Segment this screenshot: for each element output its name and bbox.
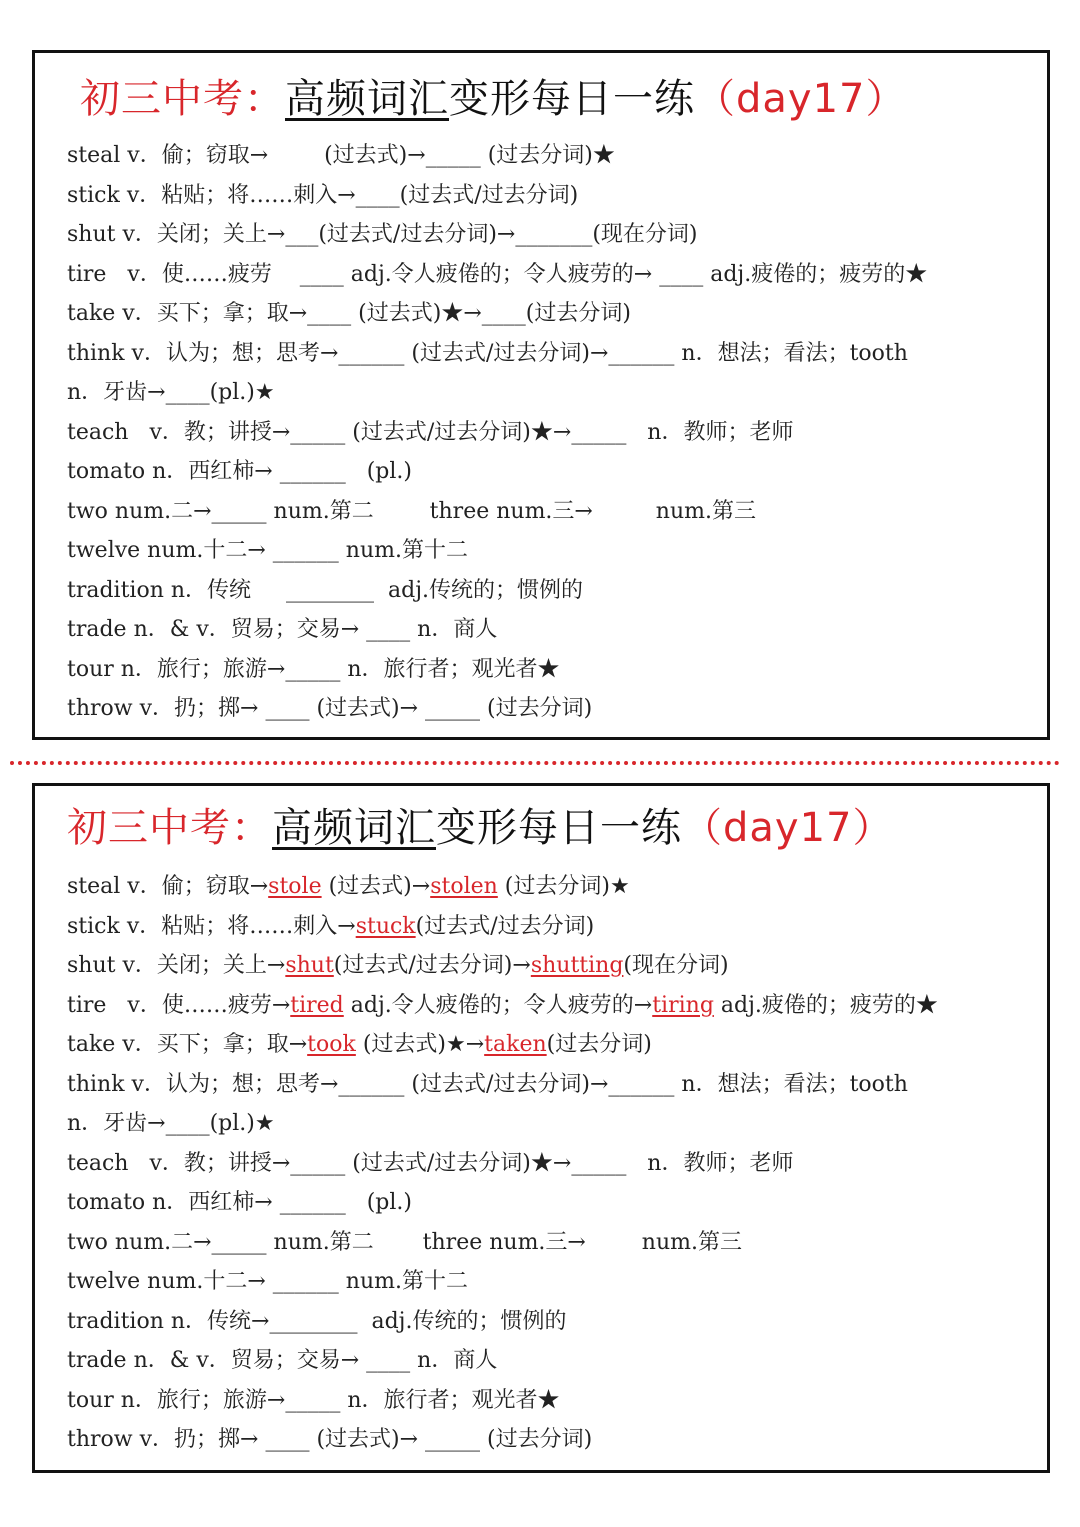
line-text: throw v．扔；掷→ ____ (过去式)→ _____ (过去分词) [67, 1427, 593, 1452]
answer-line [67, 1425, 592, 1455]
title-main: 变形每日一练 [449, 76, 695, 122]
exercise-line: think v．认为；想；思考→______ (过去式/过去分词)→______ n．想法；看法；tooth [67, 340, 908, 366]
answer-line [67, 912, 594, 942]
answer-line [67, 1070, 908, 1100]
exercise-line: n．牙齿→____(pl.)★ [67, 380, 275, 405]
title-day: （day17） [682, 805, 894, 851]
exercise-line: throw v．扔；掷→ ____ (过去式)→ _____ (过去分词) [67, 696, 593, 721]
answer-line [67, 1030, 652, 1060]
line-text: take v．买下；拿；取→ [67, 1032, 308, 1057]
exercise-line: tour n．旅行；旅游→_____ n．旅行者；观光者★ [67, 656, 560, 682]
line-text: tour n．旅行；旅游→_____ n．旅行者；观光者★ [67, 1387, 560, 1413]
line-text: think v．认为；想；思考→______ (过去式/过去分词)→______ n．想法；看法；tooth [67, 1071, 908, 1097]
exercise-line: trade n．& v．贸易；交易→ ____ n．商人 [67, 617, 498, 642]
answer-word: stuck [355, 913, 416, 939]
line-text: (过去式)→ [321, 874, 431, 899]
answer-line [67, 1228, 742, 1258]
line-text: tire v．使……疲劳→ [67, 992, 291, 1018]
line-text: adj.疲倦的；疲劳的★ [713, 992, 938, 1018]
card-title [80, 71, 906, 127]
answer-word: taken [484, 1032, 547, 1057]
line-text: twelve num.十二→ ______ num.第十二 [67, 1269, 468, 1294]
exercise-card-blank [32, 50, 1050, 740]
answer-line [67, 1267, 468, 1297]
answer-line [67, 951, 729, 981]
answer-line [67, 1386, 560, 1416]
title-prefix: 初三中考： [67, 805, 272, 851]
exercise-line: take v．买下；拿；取→____ (过去式)★→____(过去分词) [67, 301, 631, 326]
line-text: (过去式/过去分词) [415, 913, 595, 939]
exercise-line: two num.二→_____ num.第二 three num.三→ num.第三 [67, 498, 756, 524]
exercise-card-answers [32, 783, 1050, 1473]
answer-word: shut [285, 953, 334, 978]
line-text: (过去式)★→ [355, 1032, 485, 1057]
exercise-line: tire v．使……疲劳 ____ adj.令人疲倦的；令人疲劳的→ ____ adj.疲倦的；疲劳的★ [67, 261, 928, 287]
exercise-line: steal v．偷；窃取→ (过去式)→_____ (过去分词)★ [67, 143, 615, 168]
line-text: two num.二→_____ num.第二 three num.三→ num.第三 [67, 1229, 742, 1255]
answer-line [67, 1109, 275, 1139]
dotted-separator [10, 761, 1060, 765]
title-underlined: 高频词汇 [272, 805, 436, 851]
line-text: n．牙齿→____(pl.)★ [67, 1111, 275, 1136]
line-text: tradition n．传统→________ adj.传统的；惯例的 [67, 1308, 567, 1334]
exercise-line: tomato n．西红柿→ ______ (pl.) [67, 459, 412, 484]
line-text: trade n．& v．贸易；交易→ ____ n．商人 [67, 1348, 498, 1373]
exercise-line: twelve num.十二→ ______ num.第十二 [67, 538, 468, 563]
exercise-line: shut v．关闭；关上→___(过去式/过去分词)→_______(现在分词) [67, 222, 698, 247]
title-day: （day17） [695, 76, 907, 122]
line-text: (过去分词) [546, 1032, 652, 1057]
answer-line [67, 1307, 566, 1337]
title-prefix: 初三中考： [80, 76, 285, 122]
answer-line [67, 1149, 793, 1179]
line-text: adj.令人疲倦的；令人疲劳的→ [343, 992, 653, 1018]
title-main: 变形每日一练 [436, 805, 682, 851]
answer-word: tiring [652, 992, 714, 1018]
answer-word: stolen [430, 874, 498, 899]
exercise-line: teach v．教；讲授→_____ (过去式/过去分词)★→_____ n．教师；老师 [67, 419, 794, 445]
line-text: shut v．关闭；关上→ [67, 953, 286, 978]
exercise-line: tradition n．传统 ________ adj.传统的；惯例的 [67, 577, 584, 603]
line-text: (现在分词) [623, 953, 729, 978]
line-text: stick v．粘贴；将……刺入→ [67, 913, 356, 939]
line-text: (过去分词)★ [497, 874, 630, 899]
line-text: tomato n．西红柿→ ______ (pl.) [67, 1190, 412, 1215]
title-underlined: 高频词汇 [285, 76, 449, 122]
answer-line [67, 872, 630, 902]
card-title [67, 800, 893, 856]
line-text: (过去式/过去分词)→ [333, 953, 531, 978]
answer-word: stole [268, 874, 322, 899]
answer-line [67, 991, 938, 1021]
line-text: steal v．偷；窃取→ [67, 874, 269, 899]
answer-line [67, 1346, 497, 1376]
answer-word: shutting [530, 953, 624, 978]
answer-word: took [307, 1032, 356, 1057]
answer-word: tired [290, 992, 344, 1018]
exercise-line: stick v．粘贴；将……刺入→____(过去式/过去分词) [67, 182, 579, 208]
line-text: teach v．教；讲授→_____ (过去式/过去分词)★→_____ n．教师；老师 [67, 1150, 794, 1176]
answer-line [67, 1188, 412, 1218]
